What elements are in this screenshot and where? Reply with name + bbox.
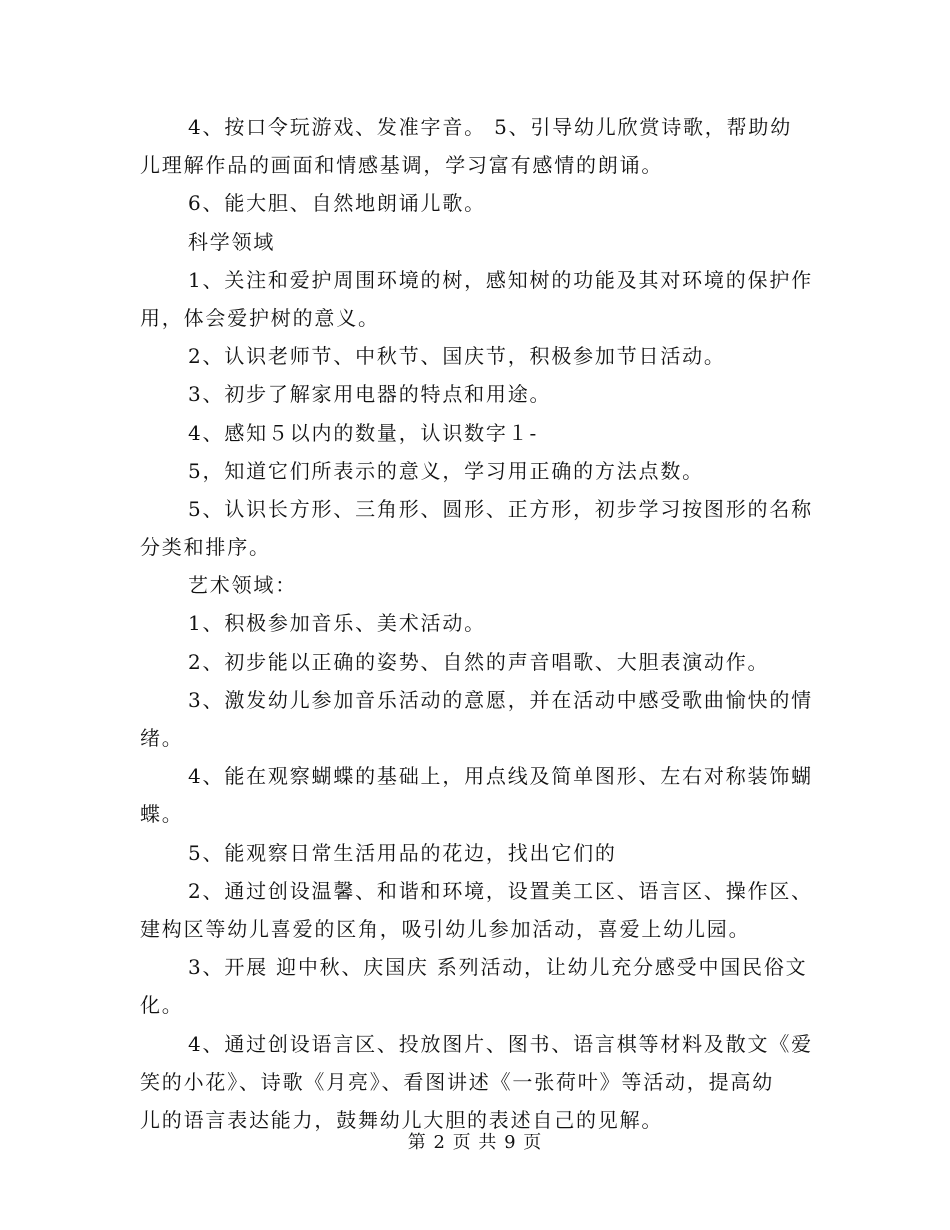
paragraph-line: 化。 <box>140 993 184 1018</box>
paragraph-line: 1、积极参加音乐、美术活动。 <box>188 611 486 636</box>
paragraph-line: 笑的小花》、诗歌《月亮》、看图讲述《一张荷叶》等活动，提高幼 <box>140 1069 774 1094</box>
paragraph-line: 蝶。 <box>140 802 184 827</box>
paragraph-line: 4、能在观察蝴蝶的基础上，用点线及简单图形、左右对称装饰蝴 <box>188 764 813 789</box>
document-body <box>140 108 813 1139</box>
section-heading-science: 科学领域 <box>188 229 276 254</box>
paragraph-line: 4、感知５以内的数量，认识数字１- <box>188 420 539 445</box>
paragraph-line: 分类和排序。 <box>140 535 271 560</box>
paragraph-line: 儿的语言表达能力，鼓舞幼儿大胆的表述自己的见解。 <box>140 1107 664 1132</box>
paragraph-line: 4、按口令玩游戏、发准字音。 5、引导幼儿欣赏诗歌，帮助幼 <box>188 115 793 139</box>
paragraph-line: 2、初步能以正确的姿势、自然的声音唱歌、大胆表演动作。 <box>188 649 770 674</box>
paragraph-line: 用，体会爱护树的意义。 <box>140 305 380 330</box>
paragraph-line: 1、关注和爱护周围环境的树，感知树的功能及其对环境的保护作 <box>188 267 813 292</box>
paragraph-line: 3、初步了解家用电器的特点和用途。 <box>188 382 552 407</box>
paragraph-line: 3、开展 迎中秋、庆国庆 系列活动，让幼儿充分感受中国民俗文 <box>188 955 808 980</box>
paragraph-line: 5、能观察日常生活用品的花边，找出它们的 <box>188 840 617 865</box>
paragraph-line: 绪。 <box>140 726 184 750</box>
paragraph-line: 5、认识长方形、三角形、圆形、正方形，初步学习按图形的名称 <box>188 496 813 521</box>
paragraph-line: 2、通过创设温馨、和谐和环境，设置美工区、语言区、操作区、 <box>188 878 813 903</box>
page-number-footer: 第 2 页 共 9 页 <box>407 1132 543 1153</box>
paragraph-line: 儿理解作品的画面和情感基调，学习富有感情的朗诵。 <box>140 153 664 178</box>
paragraph-line: 建构区等幼儿喜爱的区角，吸引幼儿参加活动，喜爱上幼儿园。 <box>140 916 751 941</box>
paragraph-line: 4、通过创设语言区、投放图片、图书、语言棋等材料及散文《爱 <box>188 1031 813 1056</box>
paragraph-line: 3、激发幼儿参加音乐活动的意愿，并在活动中感受歌曲愉快的情 <box>188 687 813 712</box>
section-heading-art: 艺术领域： <box>188 573 297 598</box>
paragraph-line: 5，知道它们所表示的意义，学习用正确的方法点数。 <box>188 458 704 483</box>
paragraph-line: 2、认识老师节、中秋节、国庆节，积极参加节日活动。 <box>188 344 726 369</box>
paragraph-line: 6、能大胆、自然地朗诵儿歌。 <box>188 191 486 216</box>
